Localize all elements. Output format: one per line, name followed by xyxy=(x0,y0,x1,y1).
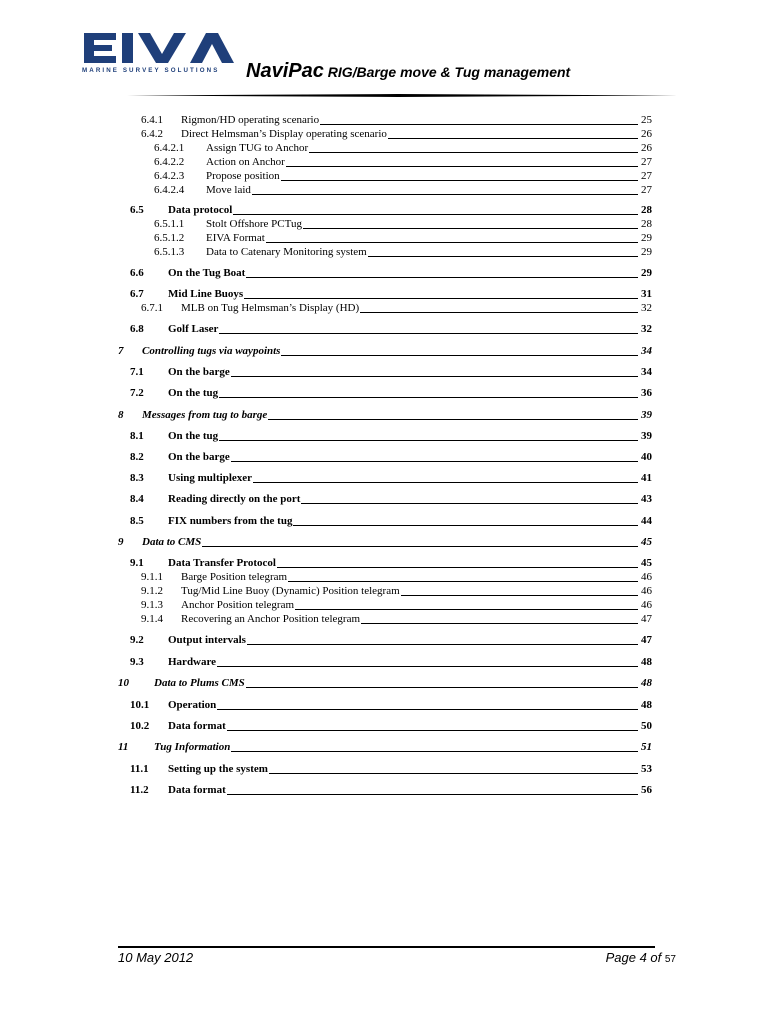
toc-entry-page: 43 xyxy=(641,493,652,505)
toc-entry-title: On the barge xyxy=(168,366,230,378)
toc-entry-page: 50 xyxy=(641,720,652,732)
toc-entry-number: 6.5.1.3 xyxy=(154,246,185,258)
toc-entry[interactable] xyxy=(0,761,768,775)
toc-entry-title: On the tug xyxy=(168,387,219,399)
toc-entry[interactable] xyxy=(0,168,768,182)
footer-page-label: Page 4 of xyxy=(605,950,662,965)
product-name: NaviPac xyxy=(246,60,324,82)
toc-leader-line xyxy=(168,376,638,377)
toc-entry[interactable] xyxy=(0,718,768,732)
toc-leader-line xyxy=(168,214,638,215)
toc-entry[interactable] xyxy=(0,407,768,421)
toc-entry-number: 6.8 xyxy=(130,323,144,335)
footer-page-number xyxy=(606,950,676,965)
toc-entry[interactable] xyxy=(0,343,768,357)
toc-entry-page: 32 xyxy=(641,323,652,335)
toc-entry-title: Recovering an Anchor Position telegram xyxy=(181,613,361,625)
toc-entry-title: On the Tug Boat xyxy=(168,267,246,279)
toc-entry[interactable] xyxy=(0,675,768,689)
toc-entry-number: 10 xyxy=(118,677,129,689)
toc-leader-line xyxy=(168,397,638,398)
document-subtitle: RIG/Barge move & Tug management xyxy=(323,64,571,80)
toc-entry[interactable] xyxy=(0,286,768,300)
toc-leader-line xyxy=(206,194,638,195)
toc-leader-line xyxy=(168,666,638,667)
footer-date: 10 May 2012 xyxy=(118,950,194,965)
toc-entry-number: 6.5.1.1 xyxy=(154,218,185,230)
toc-entry-title: Mid Line Buoys xyxy=(168,288,244,300)
toc-entry-number: 9.3 xyxy=(130,656,144,668)
toc-entry-number: 8.5 xyxy=(130,515,144,527)
toc-entry-page: 34 xyxy=(641,366,652,378)
footer-page-total: 57 xyxy=(664,954,676,965)
toc-entry-number: 7.1 xyxy=(130,366,144,378)
toc-entry-title: Data format xyxy=(168,784,226,796)
toc-entry-page: 27 xyxy=(641,156,652,168)
toc-entry-page: 34 xyxy=(641,345,652,357)
toc-entry-page: 47 xyxy=(641,613,652,625)
toc-entry[interactable] xyxy=(0,632,768,646)
toc-entry-number: 9.1.1 xyxy=(141,571,163,583)
toc-entry-title: Move laid xyxy=(206,184,251,196)
toc-leader-line xyxy=(142,546,638,547)
toc-leader-line xyxy=(168,440,638,441)
toc-entry-title: Direct Helmsman’s Display operating scenario xyxy=(181,128,387,140)
toc-entry[interactable] xyxy=(0,534,768,548)
toc-entry-title: Controlling tugs via waypoints xyxy=(142,345,281,357)
toc-entry-number: 6.4.2.3 xyxy=(154,170,185,182)
toc-entry-title: Golf Laser xyxy=(168,323,219,335)
toc-entry-page: 29 xyxy=(641,232,652,244)
toc-entry-title: Action on Anchor xyxy=(206,156,285,168)
toc-entry[interactable] xyxy=(0,428,768,442)
toc-entry-title: Data Transfer Protocol xyxy=(168,557,276,569)
toc-entry[interactable] xyxy=(0,300,768,314)
toc-entry-title: Stolt Offshore PCTug xyxy=(206,218,302,230)
toc-leader-line xyxy=(168,730,638,731)
toc-entry-number: 11 xyxy=(118,741,129,753)
toc-entry[interactable] xyxy=(0,513,768,527)
toc-entry-number: 6.4.2.2 xyxy=(154,156,185,168)
toc-entry[interactable] xyxy=(0,569,768,583)
toc-entry-page: 31 xyxy=(641,288,652,300)
toc-leader-line xyxy=(168,333,638,334)
toc-entry-title: Using multiplexer xyxy=(168,472,253,484)
toc-entry[interactable] xyxy=(0,265,768,279)
toc-entry-number: 9.1.2 xyxy=(141,585,163,597)
toc-entry-page: 47 xyxy=(641,634,652,646)
toc-entry-page: 48 xyxy=(641,677,652,689)
toc-entry-page: 48 xyxy=(641,656,652,668)
toc-entry-page: 32 xyxy=(641,302,652,314)
toc-entry-number: 6.4.2.4 xyxy=(154,184,185,196)
toc-entry-page: 39 xyxy=(641,409,652,421)
toc-entry[interactable] xyxy=(0,216,768,230)
toc-entry-page: 28 xyxy=(641,204,652,216)
toc-entry-number: 9.1.3 xyxy=(141,599,163,611)
toc-entry-page: 41 xyxy=(641,472,652,484)
toc-entry-page: 29 xyxy=(641,267,652,279)
toc-entry-title: Data to Plums CMS xyxy=(154,677,245,689)
toc-entry-page: 46 xyxy=(641,585,652,597)
toc-entry[interactable] xyxy=(0,782,768,796)
toc-entry-title: EIVA Format xyxy=(206,232,265,244)
toc-entry[interactable] xyxy=(0,230,768,244)
toc-entry-number: 8.2 xyxy=(130,451,144,463)
toc-entry-number: 6.7 xyxy=(130,288,144,300)
toc-entry-number: 9.2 xyxy=(130,634,144,646)
toc-entry-number: 6.5.1.2 xyxy=(154,232,185,244)
toc-entry-number: 10.1 xyxy=(130,699,150,711)
toc-entry-title: Operation xyxy=(168,699,217,711)
toc-entry-title: Assign TUG to Anchor xyxy=(206,142,309,154)
toc-entry[interactable] xyxy=(0,112,768,126)
toc-entry[interactable] xyxy=(0,126,768,140)
toc-entry-page: 45 xyxy=(641,557,652,569)
toc-leader-line xyxy=(168,709,638,710)
toc-entry-page: 51 xyxy=(641,741,652,753)
toc-leader-line xyxy=(168,794,638,795)
toc-entry-page: 27 xyxy=(641,184,652,196)
toc-entry[interactable] xyxy=(0,140,768,154)
toc-entry-number: 9.1 xyxy=(130,557,144,569)
toc-entry[interactable] xyxy=(0,385,768,399)
toc-leader-line xyxy=(206,242,638,243)
toc-entry-number: 11.1 xyxy=(130,763,149,775)
toc-entry-page: 44 xyxy=(641,515,652,527)
toc-entry-title: Tug Information xyxy=(154,741,231,753)
toc-entry-page: 46 xyxy=(641,599,652,611)
toc-entry-page: 25 xyxy=(641,114,652,126)
toc-entry-number: 6.4.1 xyxy=(141,114,163,126)
toc-entry-number: 6.7.1 xyxy=(141,302,163,314)
toc-entry-number: 8.3 xyxy=(130,472,144,484)
toc-entry-title: MLB on Tug Helmsman’s Display (HD) xyxy=(181,302,360,314)
toc-entry[interactable] xyxy=(0,739,768,753)
toc-entry-title: Data to Catenary Monitoring system xyxy=(206,246,367,258)
toc-entry-title: On the tug xyxy=(168,430,219,442)
toc-entry-title: Tug/Mid Line Buoy (Dynamic) Position telegram xyxy=(181,585,400,597)
toc-leader-line xyxy=(168,461,638,462)
toc-entry-title: Propose position xyxy=(206,170,280,182)
toc-entry[interactable] xyxy=(0,244,768,258)
toc-entry-page: 40 xyxy=(641,451,652,463)
toc-entry[interactable] xyxy=(0,182,768,196)
toc-entry[interactable] xyxy=(0,611,768,625)
toc-entry-page: 53 xyxy=(641,763,652,775)
toc-entry-number: 9 xyxy=(118,536,124,548)
toc-entry-title: Rigmon/HD operating scenario xyxy=(181,114,320,126)
toc-entry-title: Data to CMS xyxy=(142,536,202,548)
toc-entry-number: 8.4 xyxy=(130,493,144,505)
logo-tagline: MARINE SURVEY SOLUTIONS xyxy=(82,67,220,74)
toc-entry-number: 7 xyxy=(118,345,124,357)
toc-entry-title: On the barge xyxy=(168,451,230,463)
toc-entry[interactable] xyxy=(0,321,768,335)
toc-entry-number: 6.5 xyxy=(130,204,144,216)
toc-entry-title: Barge Position telegram xyxy=(181,571,288,583)
toc-entry[interactable] xyxy=(0,154,768,168)
toc-entry-title: Messages from tug to barge xyxy=(142,409,268,421)
toc-entry-number: 8.1 xyxy=(130,430,144,442)
toc-entry-number: 9.1.4 xyxy=(141,613,163,625)
toc-entry-page: 29 xyxy=(641,246,652,258)
toc-entry-number: 11.2 xyxy=(130,784,149,796)
toc-entry-number: 7.2 xyxy=(130,387,144,399)
toc-entry[interactable] xyxy=(0,597,768,611)
footer-rule xyxy=(118,946,655,948)
toc-entry[interactable] xyxy=(0,654,768,668)
toc-entry-page: 46 xyxy=(641,571,652,583)
toc-entry-page: 56 xyxy=(641,784,652,796)
toc-entry[interactable] xyxy=(0,449,768,463)
toc-entry-title: Hardware xyxy=(168,656,217,668)
toc-entry-page: 26 xyxy=(641,128,652,140)
toc-entry-title: Anchor Position telegram xyxy=(181,599,295,611)
toc-entry[interactable] xyxy=(0,583,768,597)
toc-entry-number: 6.4.2 xyxy=(141,128,163,140)
toc-entry-page: 27 xyxy=(641,170,652,182)
toc-entry[interactable] xyxy=(0,697,768,711)
toc-entry[interactable] xyxy=(0,555,768,569)
toc-entry-number: 10.2 xyxy=(130,720,150,732)
toc-entry-title: Data format xyxy=(168,720,226,732)
toc-entry-title: FIX numbers from the tug xyxy=(168,515,293,527)
toc-entry-title: Data protocol xyxy=(168,204,233,216)
toc-entry-page: 26 xyxy=(641,142,652,154)
toc-entry-page: 45 xyxy=(641,536,652,548)
toc-entry-page: 48 xyxy=(641,699,652,711)
toc-entry-title: Reading directly on the port xyxy=(168,493,301,505)
toc-entry-page: 36 xyxy=(641,387,652,399)
toc-entry-page: 28 xyxy=(641,218,652,230)
toc-entry-number: 8 xyxy=(118,409,124,421)
toc-entry-number: 6.6 xyxy=(130,267,144,279)
toc-entry[interactable] xyxy=(0,364,768,378)
toc-entry-title: Setting up the system xyxy=(168,763,268,775)
toc-entry[interactable] xyxy=(0,470,768,484)
toc-entry-number: 6.4.2.1 xyxy=(154,142,185,154)
toc-entry-title: Output intervals xyxy=(168,634,246,646)
toc-entry-page: 39 xyxy=(641,430,652,442)
toc-entry[interactable] xyxy=(0,491,768,505)
toc-entry[interactable] xyxy=(0,202,768,216)
